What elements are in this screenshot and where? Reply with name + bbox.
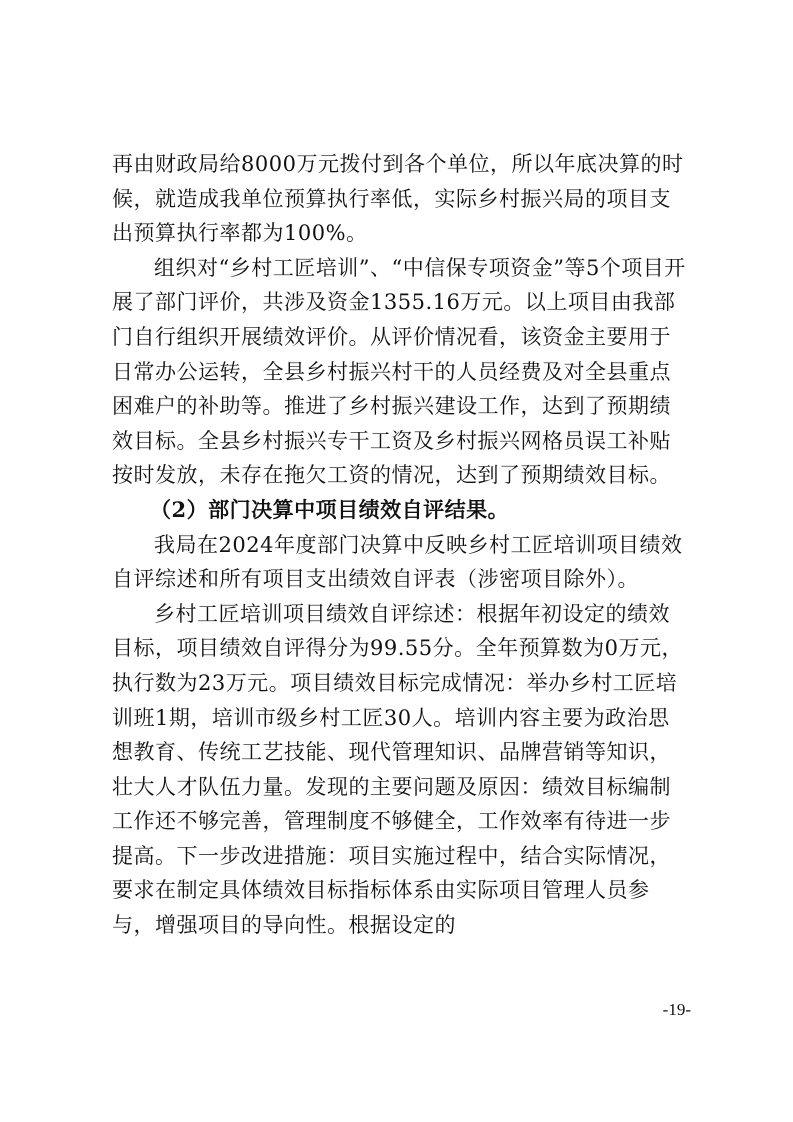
paragraph-self-eval-intro: 我局在2024年度部门决算中反映乡村工匠培训项目绩效自评综述和所有项目支出绩效自评表（涉密项目除外）。 (112, 532, 683, 592)
body-text (112, 147, 688, 943)
section-heading: （2）部门决算中项目绩效自评结果。 (150, 496, 510, 522)
page-number: -19- (662, 1000, 691, 1019)
paragraph-training-summary: 乡村工匠培训项目绩效自评综述：根据年初设定的绩效目标，项目绩效自评得分为99.55分。全年预算数为0万元，执行数为23万元。项目绩效目标完成情况：举办乡村工匠培训班1期，培训市级乡村工匠30人。培训内容主要为政治思想教育、传统工艺技能、现代管理知识、品牌营销等知识，壮大人才队伍力量。发现的主要问题及原因：绩效目标编制工作还不够完善，管理制度不够健全，工作效率有待进一步提高。下一步改进措施：项目实施过程中，结合实际情况，要求在制定具体绩效目标指标体系由实际项目管理人员参与，增强项目的导向性。根据设定的 (112, 601, 683, 938)
paragraph-evaluation: 组织对“乡村工匠培训”、“中信保专项资金”等5个项目开展了部门评价，共涉及资金1355.16万元。以上项目由我部门自行组织开展绩效评价。从评价情况看，该资金主要用于日常办公运转，全县乡村振兴村干的人员经费及对全县重点困难户的补助等。推进了乡村振兴建设工作，达到了预期绩效目标。全县乡村振兴专干工资及乡村振兴网格员误工补贴按时发放，未存在拖欠工资的情况，达到了预期绩效目标。 (112, 255, 686, 488)
paragraph-continuation: 再由财政局给8000万元拨付到各个单位，所以年底决算的时候，就造成我单位预算执行率低，实际乡村振兴局的项目支出预算执行率都为100%。 (112, 152, 684, 246)
